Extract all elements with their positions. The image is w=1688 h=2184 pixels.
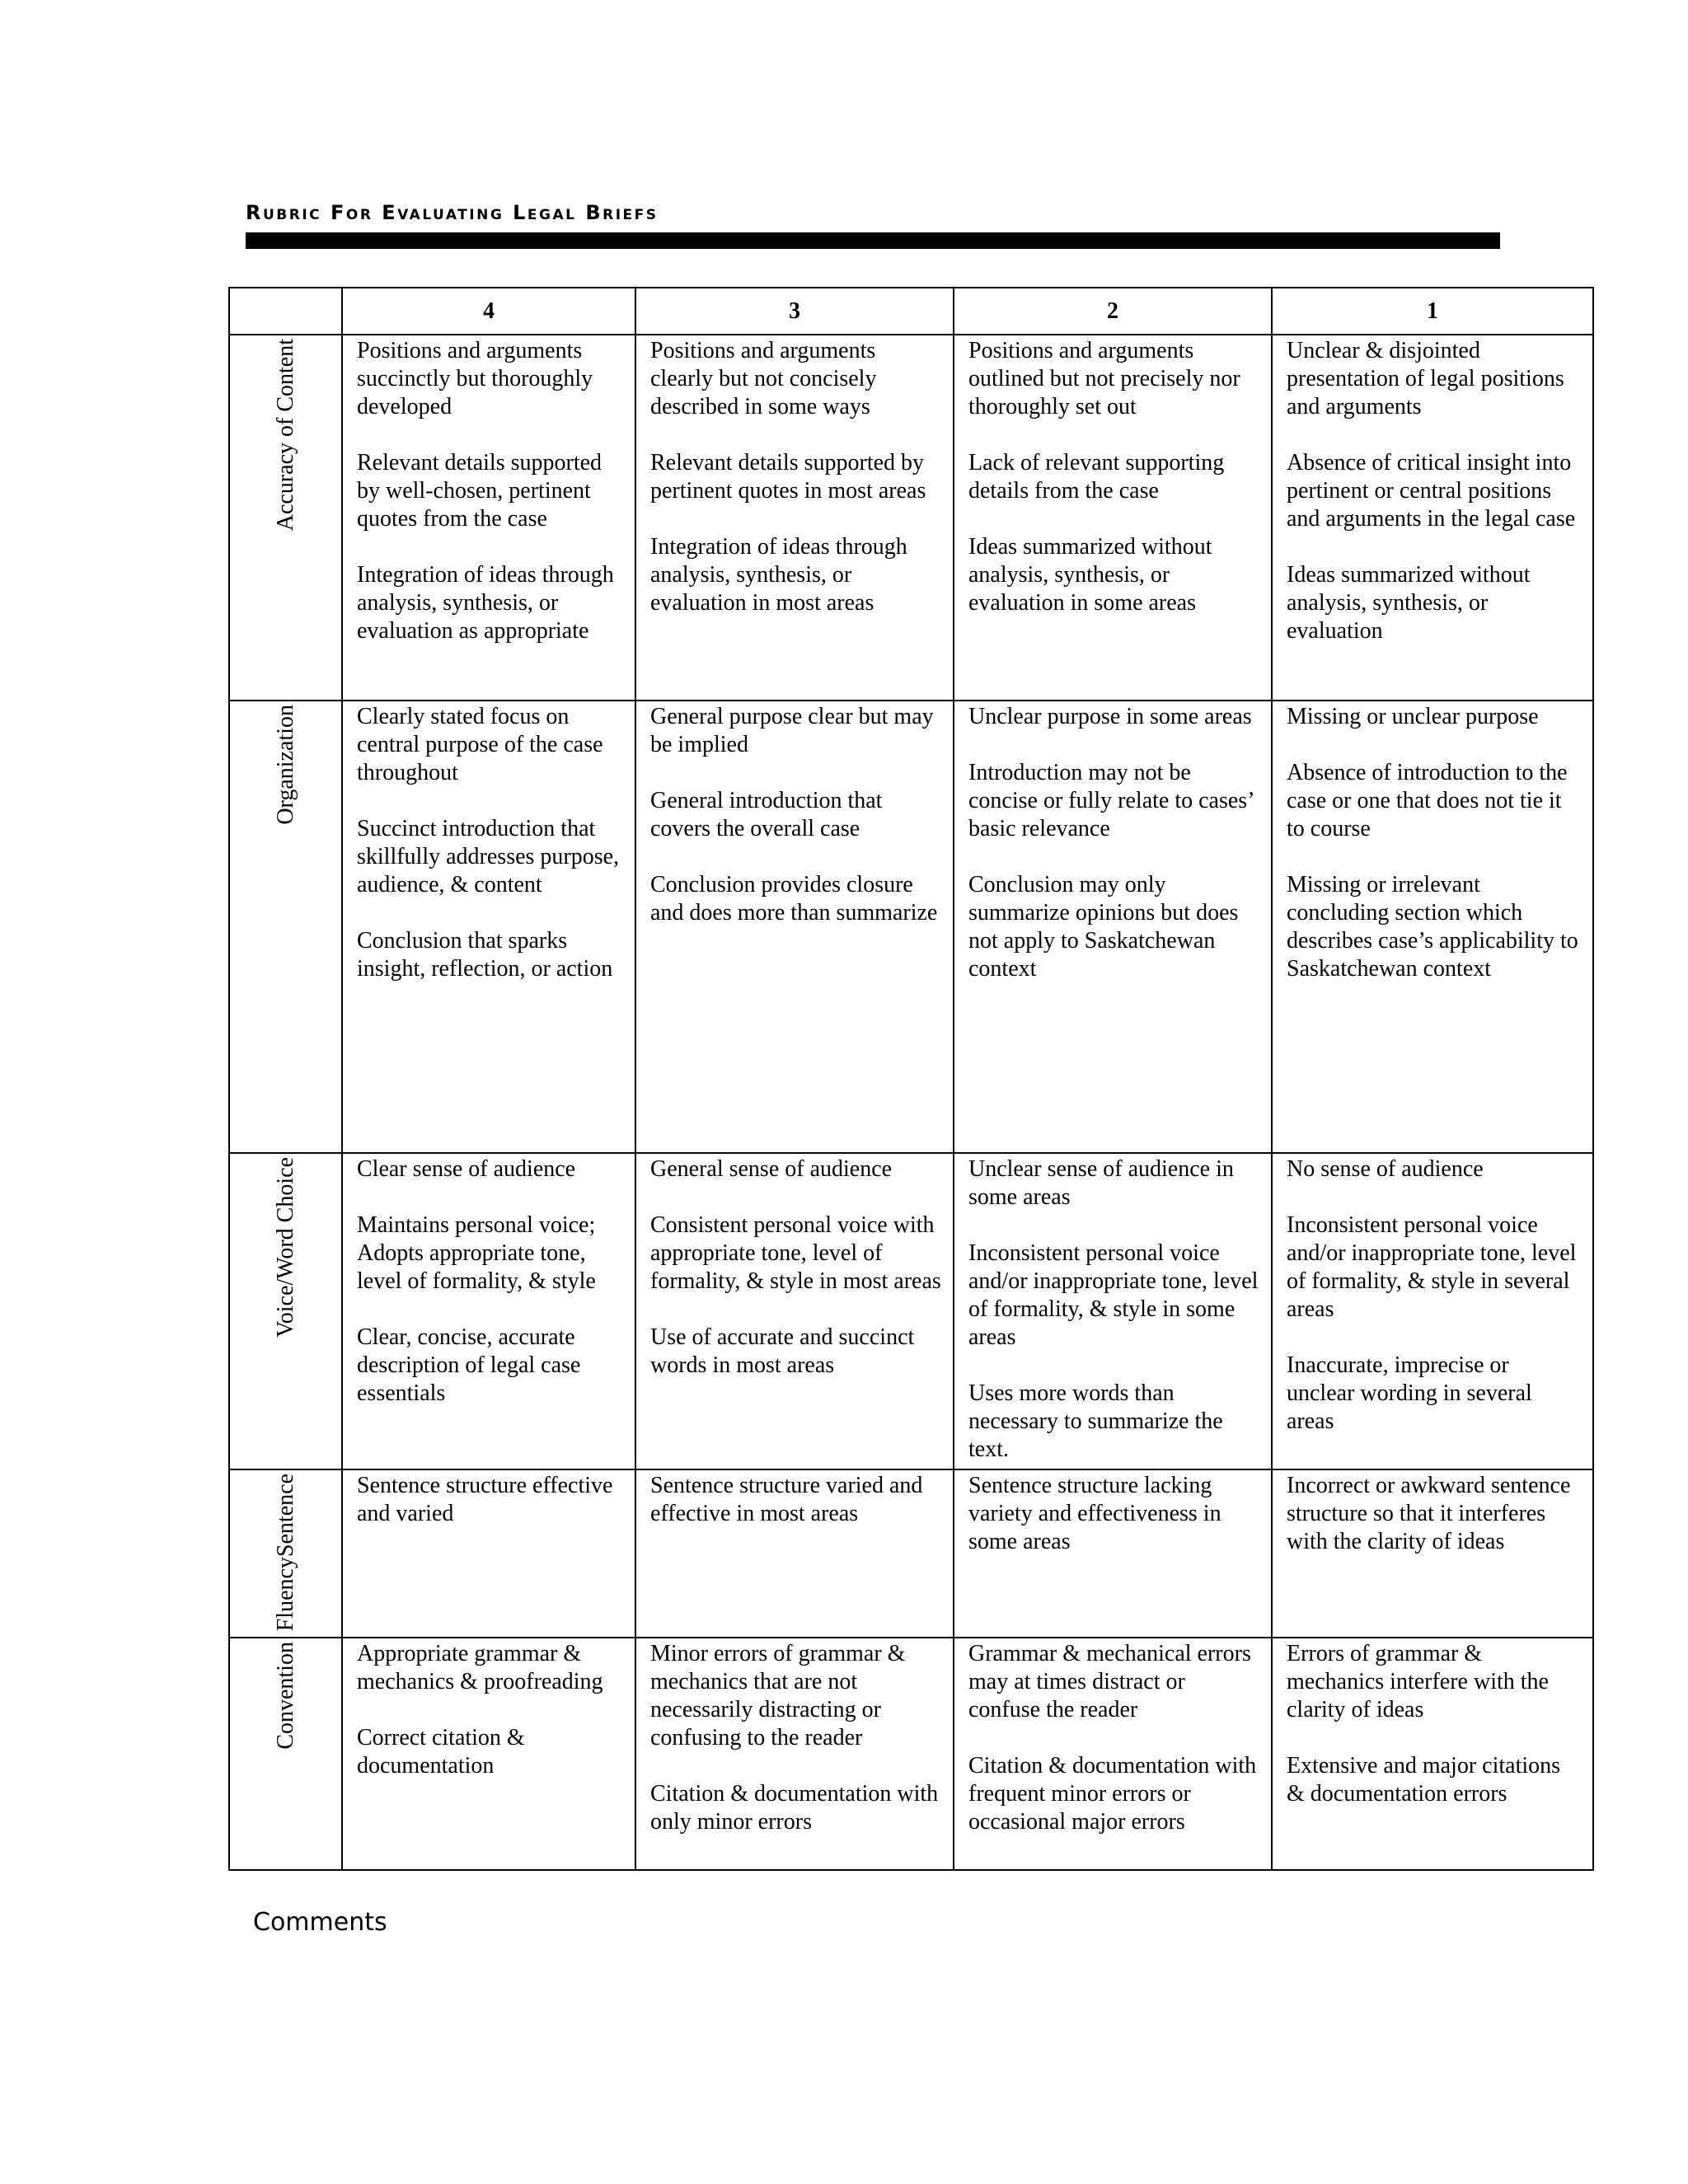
descriptor-cell <box>635 1153 954 1469</box>
descriptor-cell <box>1272 701 1593 1153</box>
descriptor-item: Clear sense of audience <box>357 1156 576 1182</box>
descriptor-item: Extensive and major citations & documentation errors <box>1287 1753 1561 1807</box>
descriptor-cell <box>1272 335 1593 701</box>
level-header: 3 <box>635 288 954 335</box>
level-header: 2 <box>954 288 1272 335</box>
comments-label: Comments <box>253 1908 387 1937</box>
descriptor-item: General introduction that covers the overall case <box>650 788 883 841</box>
descriptor-cell <box>954 1638 1272 1870</box>
descriptor-cell <box>635 701 954 1153</box>
descriptor-cell <box>342 1638 635 1870</box>
criterion-cell <box>229 1153 342 1469</box>
descriptor-item: Positions and arguments outlined but not precisely nor thoroughly set out <box>968 338 1240 419</box>
descriptor-item: Grammar & mechanical errors may at times distract or confuse the reader <box>968 1641 1251 1722</box>
descriptor-item: Citation & documentation with only minor errors <box>650 1781 939 1835</box>
descriptor-cell <box>1272 1638 1593 1870</box>
descriptor-item: Introduction may not be concise or fully relate to cases’ basic relevance <box>968 760 1254 841</box>
descriptor-item: Uses more words than necessary to summarize the text. <box>968 1380 1223 1462</box>
descriptor-cell <box>342 1469 635 1638</box>
table-row <box>229 1469 1593 1638</box>
descriptor-item: Succinct introduction that skillfully addresses purpose, audience, & content <box>357 816 620 898</box>
descriptor-item: Conclusion may only summarize opinions but does not apply to Saskatchewan context <box>968 872 1239 982</box>
table-row <box>229 335 1593 701</box>
descriptor-item: Ideas summarized without analysis, synthesis, or evaluation in some areas <box>968 534 1212 616</box>
descriptor-item: Use of accurate and succinct words in most areas <box>650 1324 915 1378</box>
descriptor-item: Minor errors of grammar & mechanics that are not necessarily distracting or confusing to the reader <box>650 1641 906 1750</box>
descriptor-cell <box>954 335 1272 701</box>
criterion-cell <box>229 335 342 701</box>
level-header: 1 <box>1272 288 1593 335</box>
descriptor-item: Maintains personal voice; Adopts appropriate tone, level of formality, & style <box>357 1212 596 1294</box>
descriptor-item: Integration of ideas through analysis, synthesis, or evaluation as appropriate <box>357 562 614 644</box>
descriptor-cell <box>1272 1153 1593 1469</box>
descriptor-item: General sense of audience <box>650 1156 893 1182</box>
descriptor-item: Missing or unclear purpose <box>1287 704 1539 729</box>
descriptor-item: Sentence structure lacking variety and effectiveness in some areas <box>968 1473 1221 1554</box>
criterion-label: Convention <box>272 1642 298 1750</box>
descriptor-cell <box>342 1153 635 1469</box>
descriptor-cell <box>342 701 635 1153</box>
descriptor-item: Sentence structure effective and varied <box>357 1473 613 1526</box>
table-row <box>229 1638 1593 1870</box>
descriptor-cell <box>635 1638 954 1870</box>
descriptor-cell <box>954 1469 1272 1638</box>
descriptor-cell <box>954 701 1272 1153</box>
table-row <box>229 701 1593 1153</box>
descriptor-item: Relevant details supported by pertinent quotes in most areas <box>650 450 926 504</box>
header-row <box>229 288 1593 335</box>
descriptor-item: Citation & documentation with frequent minor errors or occasional major errors <box>968 1753 1257 1835</box>
descriptor-cell <box>635 1469 954 1638</box>
title-rule <box>246 232 1500 249</box>
rubric-table <box>228 287 1594 1871</box>
criterion-cell <box>229 1638 342 1870</box>
corner-cell <box>229 288 342 335</box>
descriptor-item: Conclusion that sparks insight, reflection, or action <box>357 928 613 982</box>
criterion-label: Organization <box>272 705 298 825</box>
descriptor-item: Integration of ideas through analysis, synthesis, or evaluation in most areas <box>650 534 907 616</box>
descriptor-item: Conclusion provides closure and does more than summarize <box>650 872 938 926</box>
descriptor-cell <box>1272 1469 1593 1638</box>
descriptor-item: Inconsistent personal voice and/or inappropriate tone, level of formality, & style in several areas <box>1287 1212 1577 1322</box>
descriptor-item: Unclear sense of audience in some areas <box>968 1156 1234 1210</box>
descriptor-item: Positions and arguments clearly but not concisely described in some ways <box>650 338 877 419</box>
descriptor-item: Incorrect or awkward sentence structure so that it interferes with the clarity of ideas <box>1287 1473 1571 1554</box>
table-row <box>229 1153 1593 1469</box>
criterion-label: FluencySentence <box>272 1474 298 1632</box>
descriptor-item: Appropriate grammar & mechanics & proofreading <box>357 1641 603 1694</box>
descriptor-item: Lack of relevant supporting details from the case <box>968 450 1225 504</box>
descriptor-item: General purpose clear but may be implied <box>650 704 934 757</box>
descriptor-item: Correct citation & documentation <box>357 1725 525 1779</box>
descriptor-item: Inaccurate, imprecise or unclear wording in several areas <box>1287 1352 1532 1434</box>
page-title: Rubric For Evaluating Legal Briefs <box>246 201 659 224</box>
descriptor-item: Inconsistent personal voice and/or inappropriate tone, level of formality, & style in some areas <box>968 1240 1259 1350</box>
criterion-label: Voice/Word Choice <box>272 1157 298 1338</box>
descriptor-item: Clear, concise, accurate description of legal case essentials <box>357 1324 581 1406</box>
descriptor-item: Errors of grammar & mechanics interfere with the clarity of ideas <box>1287 1641 1549 1722</box>
descriptor-item: Unclear purpose in some areas <box>968 704 1252 729</box>
level-header: 4 <box>342 288 635 335</box>
descriptor-cell <box>635 335 954 701</box>
criterion-cell <box>229 1469 342 1638</box>
descriptor-item: Relevant details supported by well-chosen, pertinent quotes from the case <box>357 450 603 532</box>
descriptor-item: Sentence structure varied and effective in most areas <box>650 1473 923 1526</box>
descriptor-item: Consistent personal voice with appropriate tone, level of formality, & style in most areas <box>650 1212 941 1294</box>
descriptor-item: Positions and arguments succinctly but thoroughly developed <box>357 338 593 419</box>
criterion-label: Accuracy of Content <box>272 339 298 532</box>
descriptor-item: Absence of critical insight into pertinent or central positions and arguments in the legal case <box>1287 450 1576 532</box>
descriptor-item: Clearly stated focus on central purpose of the case throughout <box>357 704 603 785</box>
descriptor-item: No sense of audience <box>1287 1156 1484 1182</box>
descriptor-item: Unclear & disjointed presentation of legal positions and arguments <box>1287 338 1564 419</box>
descriptor-item: Missing or irrelevant concluding section which describes case’s applicability to Saskatchewan context <box>1287 872 1578 982</box>
descriptor-item: Absence of introduction to the case or one that does not tie it to course <box>1287 760 1568 841</box>
descriptor-item: Ideas summarized without analysis, synthesis, or evaluation <box>1287 562 1531 644</box>
criterion-cell <box>229 701 342 1153</box>
descriptor-cell <box>954 1153 1272 1469</box>
descriptor-cell <box>342 335 635 701</box>
